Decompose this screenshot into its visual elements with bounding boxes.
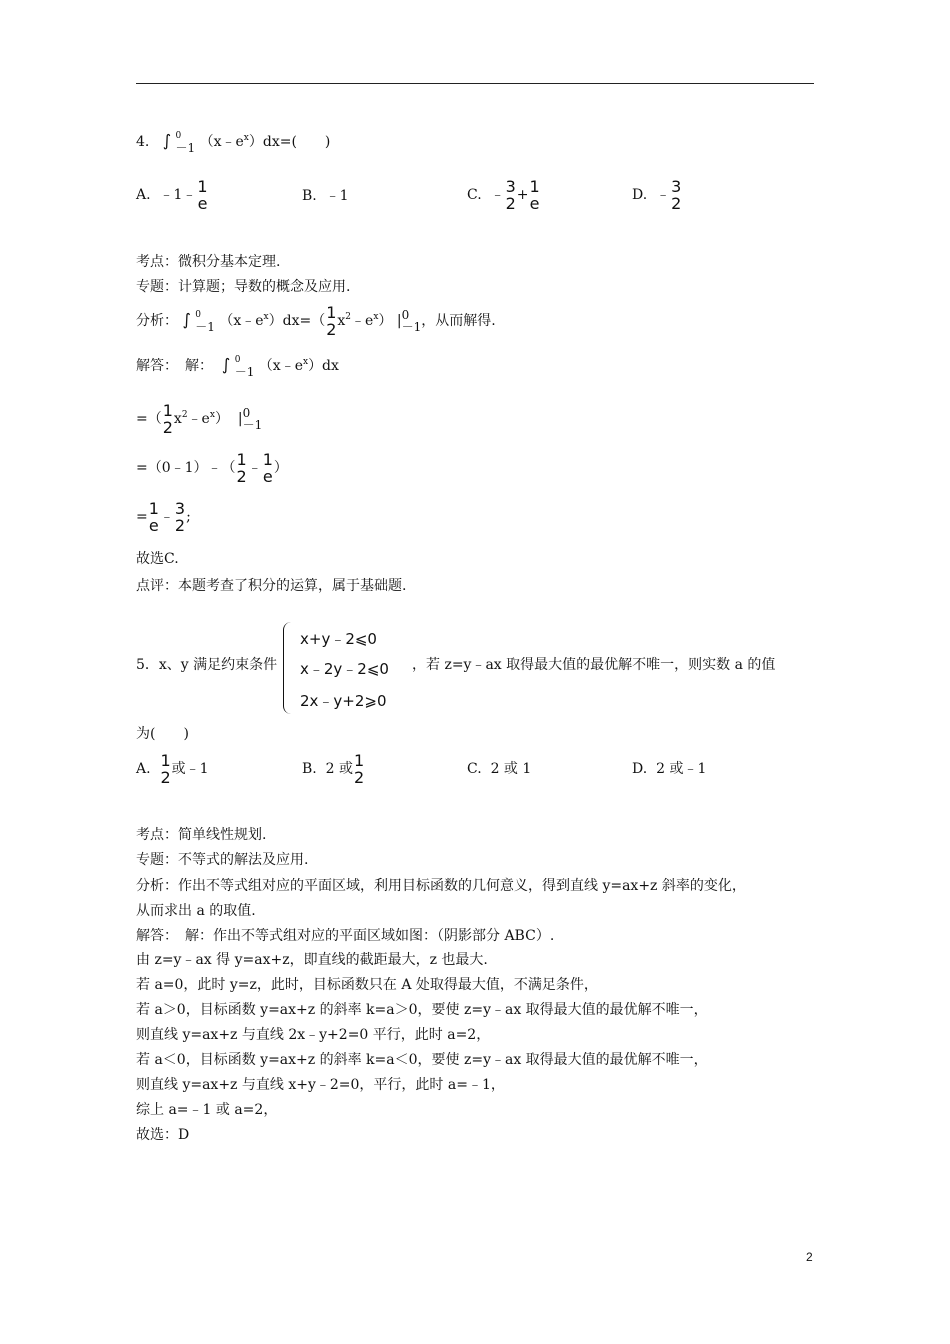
q5-line: 则直线 y=ax+z 与直线 2x﹣y+2=0 平行，此时 a=2， [136,1027,491,1043]
q5-line: 若 a=0，此时 y=z，此时，目标函数只在 A 处取得最大值，不满足条件， [136,977,598,993]
q4-answer: 故选C. [136,551,179,567]
q5-line: 若 a＞0，目标函数 y=ax+z 的斜率 k=a＞0，要使 z=y﹣ax 取得最大值的最优解不唯一， [136,1002,708,1018]
q4-dianping: 点评：本题考查了积分的运算，属于基础题. [136,578,407,594]
q5-stem-cont: 为( ) [136,726,189,742]
page-number: 2 [806,1250,813,1264]
constraint-2: x﹣2y﹣2⩽0 [300,660,389,678]
q4-option-a[interactable]: A. ﹣1﹣ 1 e [136,177,208,213]
q5-line: 从而求出 a 的取值. [136,903,256,919]
q5-line: 分析：作出不等式组对应的平面区域，利用目标函数的几何意义，得到直线 y=ax+z 斜率的变化， [136,878,746,894]
q5-line: 综上 a=﹣1 或 a=2， [136,1102,278,1118]
q5-line: 考点：简单线性规划. [136,827,267,843]
q5-option-b[interactable]: B. 2 或 1 2 [302,751,365,787]
q5-stem-post: ，若 z=y﹣ax 取得最大值的最优解不唯一，则实数 a 的值 [412,657,776,673]
q4-option-c[interactable]: C. ﹣ 3 2 + 1 e [467,177,540,213]
system-brace [283,622,294,714]
q4-kaodian: 考点：微积分基本定理. [136,254,281,270]
q4-fenxi: 分析： ∫ 0 －1 $(x﹣e^x)dx=$（ 1 2 $x^2﹣e^x$） | 0 －1 ，从而解得. [136,303,496,339]
constraint-3: 2x﹣y+2⩾0 [300,692,387,710]
q5-option-c[interactable]: C. 2 或 1 [467,761,532,777]
q5-line: 由 z=y﹣ax 得 y=ax+z，即直线的截距最大，z 也最大. [136,952,488,968]
constraint-1: x+y﹣2⩽0 [300,630,377,648]
q5-line: 故选：D [136,1127,190,1143]
q4-step2: =（0﹣1）﹣（ 1 2 ﹣ 1 e ） [136,450,288,486]
q5-option-a[interactable]: A. 1 2 或﹣1 [136,751,209,787]
q5-stem-pre: 5．x、y 满足约束条件 [136,657,278,673]
q4-step1: =（ 1 2 $x^2﹣e^x$） | 0 －1 [136,401,263,437]
header-rule [136,83,814,84]
q4-zhuanti: 专题：计算题；导数的概念及应用. [136,279,351,295]
q4-option-d[interactable]: D. ﹣ 3 2 [632,177,682,213]
q4-stem: 4. ∫ 0 －1 $(x﹣e^x)dx=$( ) [136,131,331,155]
q5-line: 则直线 y=ax+z 与直线 x+y﹣2=0，平行，此时 a=﹣1， [136,1077,505,1093]
q4-option-b[interactable]: B. ﹣1 [302,188,349,204]
q4-jieda: 解答： 解： ∫ 0 －1 $(x﹣e^x)dx$ [136,355,339,379]
q5-line: 若 a＜0，目标函数 y=ax+z 的斜率 k=a＜0，要使 z=y﹣ax 取得最大值的最优解不唯一， [136,1052,708,1068]
q5-line: 解答： 解：作出不等式组对应的平面区域如图：（阴影部分 ABC）. [136,928,555,944]
q5-option-d[interactable]: D. 2 或﹣1 [632,761,707,777]
q5-line: 专题：不等式的解法及应用. [136,852,309,868]
q4-step3: = 1 e ﹣ 3 2 ; [136,499,191,535]
